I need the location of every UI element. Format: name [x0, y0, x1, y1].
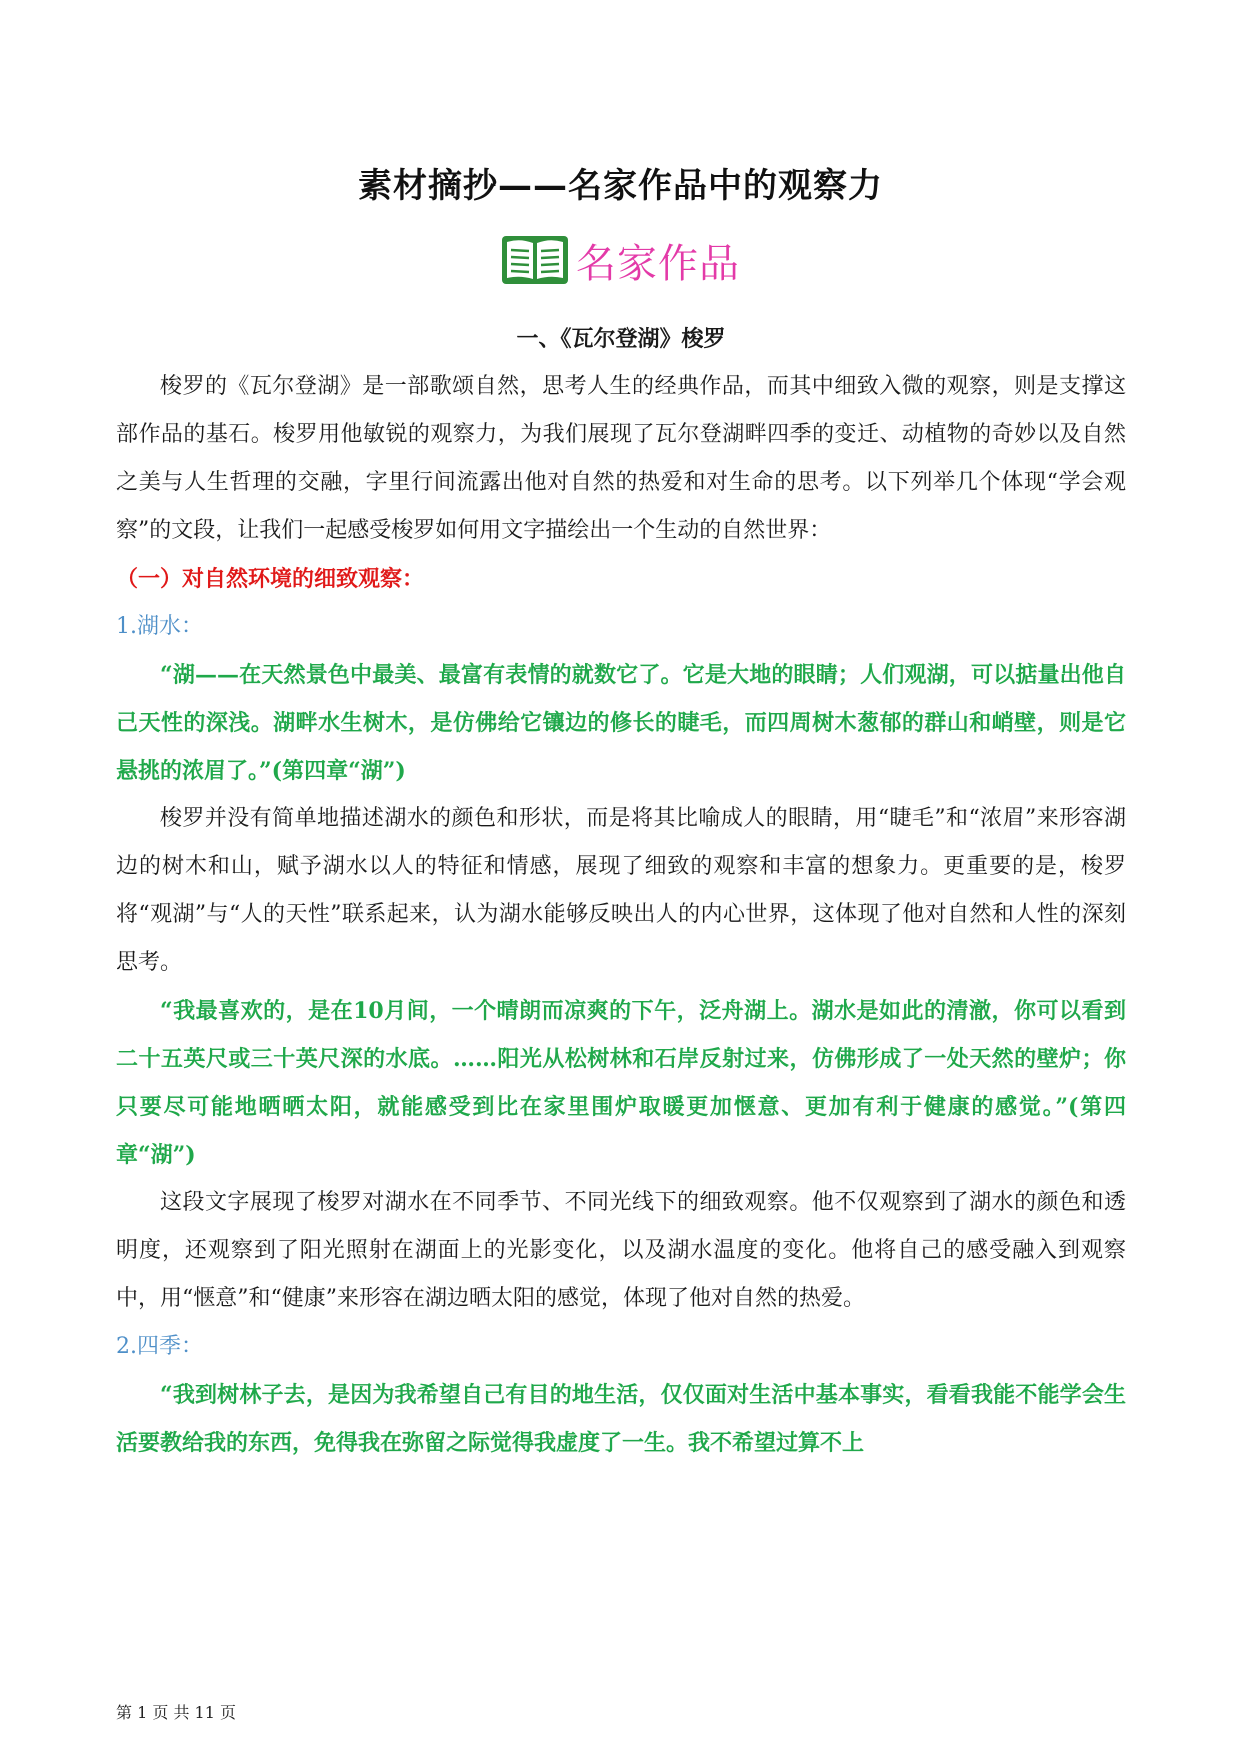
- section-badge: [500, 228, 740, 292]
- item-heading-lake: 1.湖水：: [116, 614, 203, 639]
- badge-label: 名家作品: [576, 240, 740, 287]
- section-title: 一、《瓦尔登湖》梭罗: [516, 326, 726, 352]
- item-heading-seasons: 2.四季：: [116, 1334, 203, 1359]
- analysis-paragraph-2: 这段文字展现了梭罗对湖水在不同季节、不同光线下的细致观察。他不仅观察到了湖水的颜色和透明度，还观察到了阳光照射在湖面上的光影变化，以及湖水温度的变化。他将自己的感受融入到观察中，用“惬意”和“健康”来形容在湖边晒太阳的感觉，体现了他对自然的热爱。: [116, 1190, 1126, 1311]
- quote-paragraph-1: “湖——在天然景色中最美、最富有表情的就数它了。它是大地的眼睛；人们观湖，可以掂量出他自己天性的深浅。湖畔水生树木，是仿佛给它镶边的修长的睫毛，而四周树木葱郁的群山和峭壁，则是它悬挑的浓眉了。”(第四章“湖”): [116, 662, 1126, 784]
- analysis-paragraph-1: 梭罗并没有简单地描述湖水的颜色和形状，而是将其比喻成人的眼睛，用“睫毛”和“浓眉”来形容湖边的树木和山，赋予湖水以人的特征和情感，展现了细致的观察和丰富的想象力。更重要的是，梭罗将“观湖”与“人的天性”联系起来，认为湖水能够反映出人的内心世界，这体现了他对自然和人性的深刻思考。: [116, 806, 1126, 975]
- quote-paragraph-3: “我到树林子去，是因为我希望自己有目的地生活，仅仅面对生活中基本事实，看看我能不能学会生活要教给我的东西，免得我在弥留之际觉得我虚度了一生。我不希望过算不上: [116, 1382, 1126, 1456]
- quote-paragraph-2: “我最喜欢的，是在10月间，一个晴朗而凉爽的下午，泛舟湖上。湖水是如此的清澈，你可以看到二十五英尺或三十英尺深的水底。……阳光从松树林和石岸反射过来，仿佛形成了一处天然的壁炉；你只要尽可能地晒晒太阳，就能感受到比在家里围炉取暖更加惬意、更加有利于健康的感觉。”(第四章“湖”): [116, 998, 1126, 1168]
- intro-paragraph: 梭罗的《瓦尔登湖》是一部歌颂自然，思考人生的经典作品，而其中细致入微的观察，则是支撑这部作品的基石。梭罗用他敏锐的观察力，为我们展现了瓦尔登湖畔四季的变迁、动植物的奇妙以及自然之美与人生哲理的交融，字里行间流露出他对自然的热爱和对生命的思考。以下列举几个体现“学会观察”的文段，让我们一起感受梭罗如何用文字描绘出一个生动的自然世界：: [116, 374, 1126, 543]
- document-body: [116, 315, 1126, 1467]
- open-book-icon: [500, 230, 570, 290]
- subsection-heading: （一）对自然环境的细致观察：: [116, 566, 425, 592]
- page-number: 第 1 页 共 11 页: [116, 1703, 236, 1722]
- document-title: 素材摘抄——名家作品中的观察力: [358, 166, 883, 206]
